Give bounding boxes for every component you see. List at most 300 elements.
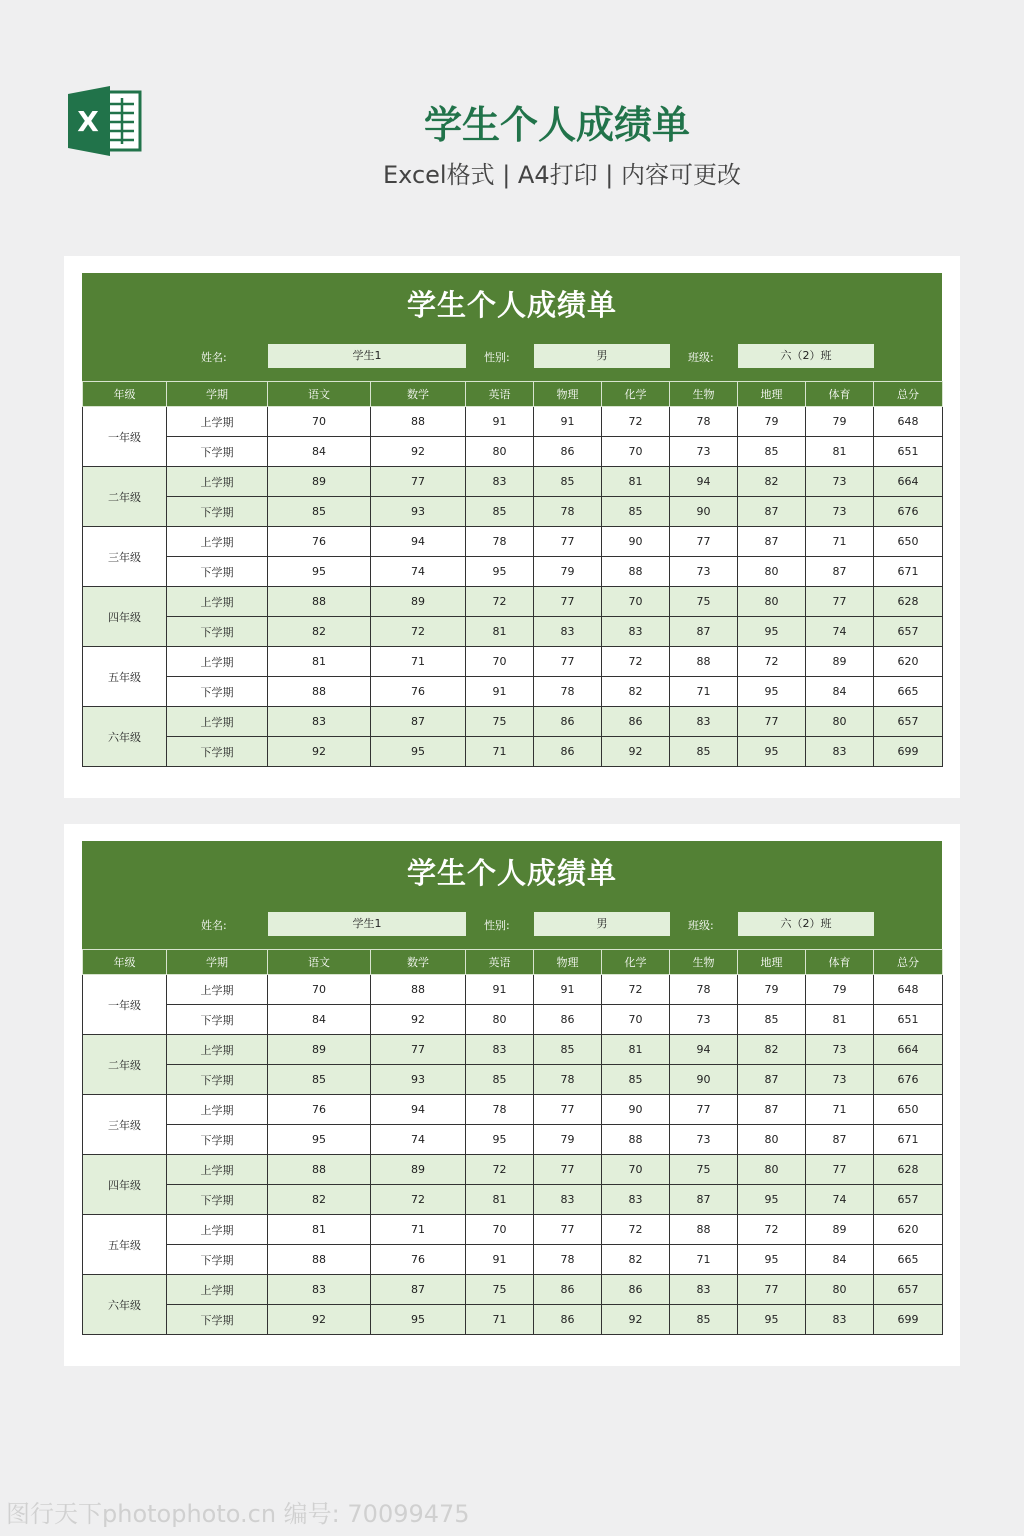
- score-cell[interactable]: 71: [670, 1245, 738, 1275]
- score-cell[interactable]: 76: [371, 1245, 466, 1275]
- term-cell[interactable]: 上学期: [167, 1215, 268, 1245]
- score-cell[interactable]: 83: [466, 467, 534, 497]
- table-row: [83, 1215, 943, 1245]
- total-cell[interactable]: 664: [874, 467, 943, 497]
- score-cell[interactable]: 94: [670, 1035, 738, 1065]
- total-cell[interactable]: 699: [874, 1305, 943, 1335]
- score-cell[interactable]: 75: [466, 1275, 534, 1305]
- score-cell[interactable]: 70: [466, 1215, 534, 1245]
- column-header: 数学: [371, 382, 466, 407]
- score-cell[interactable]: 72: [466, 1155, 534, 1185]
- score-cell[interactable]: 88: [602, 1125, 670, 1155]
- grade-cell[interactable]: 三年级: [83, 527, 167, 587]
- score-cell[interactable]: 84: [806, 677, 874, 707]
- score-cell[interactable]: 83: [806, 1305, 874, 1335]
- score-cell[interactable]: 87: [371, 1275, 466, 1305]
- score-cell[interactable]: 85: [738, 1005, 806, 1035]
- table-row: [83, 1245, 943, 1275]
- total-cell[interactable]: 648: [874, 975, 943, 1005]
- score-cell[interactable]: 77: [534, 527, 602, 557]
- score-cell[interactable]: 88: [371, 407, 466, 437]
- total-cell[interactable]: 651: [874, 437, 943, 467]
- score-cell[interactable]: 88: [268, 1245, 371, 1275]
- table-row: [83, 407, 943, 437]
- watermark-text: 图行天下photophoto.cn 编号: 70099475: [6, 1500, 470, 1528]
- score-cell[interactable]: 74: [371, 557, 466, 587]
- score-cell[interactable]: 78: [534, 1245, 602, 1275]
- score-cell[interactable]: 71: [806, 527, 874, 557]
- score-cell[interactable]: 87: [738, 497, 806, 527]
- score-cell[interactable]: 86: [534, 437, 602, 467]
- score-cell[interactable]: 85: [670, 737, 738, 767]
- score-cell[interactable]: 80: [806, 707, 874, 737]
- score-cell[interactable]: 90: [670, 497, 738, 527]
- score-cell[interactable]: 94: [670, 467, 738, 497]
- total-cell[interactable]: 676: [874, 497, 943, 527]
- score-cell[interactable]: 77: [371, 467, 466, 497]
- term-cell[interactable]: 上学期: [167, 527, 268, 557]
- score-cell[interactable]: 91: [534, 975, 602, 1005]
- table-row: [83, 557, 943, 587]
- term-cell[interactable]: 上学期: [167, 467, 268, 497]
- score-cell[interactable]: 70: [602, 587, 670, 617]
- score-cell[interactable]: 79: [806, 975, 874, 1005]
- score-cell[interactable]: 89: [371, 1155, 466, 1185]
- score-cell[interactable]: 84: [806, 1245, 874, 1275]
- score-cell[interactable]: 78: [466, 527, 534, 557]
- total-cell[interactable]: 671: [874, 557, 943, 587]
- score-cell[interactable]: 92: [371, 437, 466, 467]
- table-row: [83, 1275, 943, 1305]
- score-cell[interactable]: 94: [371, 527, 466, 557]
- score-cell[interactable]: 95: [738, 677, 806, 707]
- score-cell[interactable]: 95: [268, 1125, 371, 1155]
- score-cell[interactable]: 85: [466, 1065, 534, 1095]
- score-cell[interactable]: 91: [466, 975, 534, 1005]
- score-cell[interactable]: 83: [268, 1275, 371, 1305]
- score-cell[interactable]: 85: [268, 497, 371, 527]
- score-cell[interactable]: 92: [268, 1305, 371, 1335]
- term-cell[interactable]: 上学期: [167, 1155, 268, 1185]
- total-cell[interactable]: 699: [874, 737, 943, 767]
- table-row: [83, 647, 943, 677]
- score-cell[interactable]: 78: [670, 407, 738, 437]
- score-cell[interactable]: 70: [268, 407, 371, 437]
- grade-cell[interactable]: 三年级: [83, 1095, 167, 1155]
- score-cell[interactable]: 87: [670, 1185, 738, 1215]
- score-cell[interactable]: 81: [602, 467, 670, 497]
- score-cell[interactable]: 89: [268, 1035, 371, 1065]
- score-cell[interactable]: 75: [670, 1155, 738, 1185]
- term-cell[interactable]: 上学期: [167, 1275, 268, 1305]
- score-cell[interactable]: 72: [602, 407, 670, 437]
- total-cell[interactable]: 650: [874, 1095, 943, 1125]
- score-cell[interactable]: 75: [670, 587, 738, 617]
- total-cell[interactable]: 665: [874, 677, 943, 707]
- score-cell[interactable]: 92: [602, 737, 670, 767]
- score-cell[interactable]: 82: [602, 1245, 670, 1275]
- score-cell[interactable]: 70: [466, 647, 534, 677]
- grades-table: [82, 949, 943, 1335]
- score-cell[interactable]: 95: [738, 1185, 806, 1215]
- table-row: [83, 1095, 943, 1125]
- table-header-row: [83, 382, 943, 407]
- term-cell[interactable]: 下学期: [167, 497, 268, 527]
- score-cell[interactable]: 72: [602, 975, 670, 1005]
- term-cell[interactable]: 上学期: [167, 407, 268, 437]
- score-cell[interactable]: 77: [738, 1275, 806, 1305]
- table-row: [83, 707, 943, 737]
- score-cell[interactable]: 85: [534, 467, 602, 497]
- score-cell[interactable]: 89: [806, 1215, 874, 1245]
- sheet-banner: [82, 273, 942, 381]
- score-cell[interactable]: 77: [806, 587, 874, 617]
- score-cell[interactable]: 83: [466, 1035, 534, 1065]
- grade-cell[interactable]: 六年级: [83, 707, 167, 767]
- grade-sheet-1: [64, 256, 960, 798]
- score-cell[interactable]: 71: [371, 1215, 466, 1245]
- score-cell[interactable]: 77: [534, 1155, 602, 1185]
- class-label: 班级:: [688, 919, 714, 932]
- total-cell[interactable]: 650: [874, 527, 943, 557]
- score-cell[interactable]: 88: [670, 1215, 738, 1245]
- score-cell[interactable]: 73: [806, 1065, 874, 1095]
- column-header: 地理: [738, 950, 806, 975]
- score-cell[interactable]: 85: [602, 497, 670, 527]
- score-cell[interactable]: 74: [371, 1125, 466, 1155]
- term-cell[interactable]: 下学期: [167, 737, 268, 767]
- total-cell[interactable]: 657: [874, 1275, 943, 1305]
- score-cell[interactable]: 78: [670, 975, 738, 1005]
- score-cell[interactable]: 73: [806, 497, 874, 527]
- term-cell[interactable]: 上学期: [167, 707, 268, 737]
- grade-cell[interactable]: 六年级: [83, 1275, 167, 1335]
- score-cell[interactable]: 76: [371, 677, 466, 707]
- score-cell[interactable]: 72: [371, 617, 466, 647]
- table-row: [83, 1065, 943, 1095]
- term-cell[interactable]: 下学期: [167, 1065, 268, 1095]
- score-cell[interactable]: 85: [670, 1305, 738, 1335]
- score-cell[interactable]: 79: [738, 407, 806, 437]
- score-cell[interactable]: 88: [268, 1155, 371, 1185]
- table-row: [83, 497, 943, 527]
- grades-table: [82, 381, 943, 767]
- table-header-row: [83, 950, 943, 975]
- score-cell[interactable]: 82: [738, 1035, 806, 1065]
- score-cell[interactable]: 83: [670, 1275, 738, 1305]
- term-cell[interactable]: 下学期: [167, 437, 268, 467]
- total-cell[interactable]: 657: [874, 1185, 943, 1215]
- term-cell[interactable]: 下学期: [167, 1305, 268, 1335]
- score-cell[interactable]: 93: [371, 497, 466, 527]
- score-cell[interactable]: 83: [534, 1185, 602, 1215]
- score-cell[interactable]: 95: [371, 737, 466, 767]
- score-cell[interactable]: 78: [534, 677, 602, 707]
- score-cell[interactable]: 72: [466, 587, 534, 617]
- score-cell[interactable]: 71: [806, 1095, 874, 1125]
- score-cell[interactable]: 77: [738, 707, 806, 737]
- gender-label: 性别:: [484, 919, 510, 932]
- score-cell[interactable]: 75: [466, 707, 534, 737]
- score-cell[interactable]: 80: [806, 1275, 874, 1305]
- score-cell[interactable]: 70: [602, 437, 670, 467]
- score-cell[interactable]: 79: [534, 557, 602, 587]
- score-cell[interactable]: 82: [268, 617, 371, 647]
- score-cell[interactable]: 81: [602, 1035, 670, 1065]
- term-cell[interactable]: 上学期: [167, 1095, 268, 1125]
- score-cell[interactable]: 73: [806, 1035, 874, 1065]
- score-cell[interactable]: 84: [268, 437, 371, 467]
- term-cell[interactable]: 上学期: [167, 975, 268, 1005]
- score-cell[interactable]: 70: [268, 975, 371, 1005]
- score-cell[interactable]: 77: [534, 647, 602, 677]
- score-cell[interactable]: 88: [268, 677, 371, 707]
- total-cell[interactable]: 628: [874, 1155, 943, 1185]
- page-title: 学生个人成绩单: [423, 103, 690, 147]
- score-cell[interactable]: 70: [602, 1005, 670, 1035]
- score-cell[interactable]: 95: [738, 737, 806, 767]
- score-cell[interactable]: 76: [268, 527, 371, 557]
- total-cell[interactable]: 651: [874, 1005, 943, 1035]
- score-cell[interactable]: 72: [602, 647, 670, 677]
- score-cell[interactable]: 89: [268, 467, 371, 497]
- score-cell[interactable]: 89: [371, 587, 466, 617]
- score-cell[interactable]: 77: [534, 1215, 602, 1245]
- grade-cell[interactable]: 二年级: [83, 1035, 167, 1095]
- score-cell[interactable]: 85: [602, 1065, 670, 1095]
- score-cell[interactable]: 72: [371, 1185, 466, 1215]
- score-cell[interactable]: 77: [806, 1155, 874, 1185]
- score-cell[interactable]: 91: [466, 407, 534, 437]
- score-cell[interactable]: 91: [466, 1245, 534, 1275]
- column-header: 总分: [874, 950, 943, 975]
- score-cell[interactable]: 95: [738, 617, 806, 647]
- total-cell[interactable]: 665: [874, 1245, 943, 1275]
- grade-sheet-2: [64, 824, 960, 1366]
- score-cell[interactable]: 81: [466, 1185, 534, 1215]
- score-cell[interactable]: 86: [534, 1005, 602, 1035]
- score-cell[interactable]: 82: [268, 1185, 371, 1215]
- column-header: 年级: [83, 950, 167, 975]
- score-cell[interactable]: 81: [806, 1005, 874, 1035]
- score-cell[interactable]: 87: [738, 1065, 806, 1095]
- page-subtitle: Excel格式 | A4打印 | 内容可更改: [383, 161, 741, 189]
- score-cell[interactable]: 78: [466, 1095, 534, 1125]
- score-cell[interactable]: 73: [670, 437, 738, 467]
- score-cell[interactable]: 81: [806, 437, 874, 467]
- term-cell[interactable]: 下学期: [167, 677, 268, 707]
- score-cell[interactable]: 86: [534, 707, 602, 737]
- score-cell[interactable]: 73: [806, 467, 874, 497]
- score-cell[interactable]: 95: [268, 557, 371, 587]
- sheet-title: 学生个人成绩单: [406, 288, 617, 322]
- score-cell[interactable]: 83: [268, 707, 371, 737]
- score-cell[interactable]: 84: [268, 1005, 371, 1035]
- score-cell[interactable]: 80: [466, 437, 534, 467]
- score-cell[interactable]: 88: [268, 587, 371, 617]
- column-header: 化学: [602, 382, 670, 407]
- score-cell[interactable]: 77: [534, 587, 602, 617]
- score-cell[interactable]: 88: [602, 557, 670, 587]
- score-cell[interactable]: 86: [534, 737, 602, 767]
- score-cell[interactable]: 71: [371, 647, 466, 677]
- table-row: [83, 1155, 943, 1185]
- score-cell[interactable]: 73: [670, 1125, 738, 1155]
- score-cell[interactable]: 88: [670, 647, 738, 677]
- score-cell[interactable]: 94: [371, 1095, 466, 1125]
- class-field[interactable]: 六（2）班: [738, 344, 874, 368]
- score-cell[interactable]: 77: [371, 1035, 466, 1065]
- score-cell[interactable]: 92: [268, 737, 371, 767]
- term-cell[interactable]: 下学期: [167, 1185, 268, 1215]
- score-cell[interactable]: 85: [268, 1065, 371, 1095]
- score-cell[interactable]: 93: [371, 1065, 466, 1095]
- total-cell[interactable]: 620: [874, 1215, 943, 1245]
- score-cell[interactable]: 79: [534, 1125, 602, 1155]
- total-cell[interactable]: 620: [874, 647, 943, 677]
- score-cell[interactable]: 87: [738, 1095, 806, 1125]
- total-cell[interactable]: 676: [874, 1065, 943, 1095]
- term-cell[interactable]: 下学期: [167, 557, 268, 587]
- term-cell[interactable]: 下学期: [167, 1245, 268, 1275]
- score-cell[interactable]: 85: [466, 497, 534, 527]
- score-cell[interactable]: 87: [806, 1125, 874, 1155]
- grade-cell[interactable]: 一年级: [83, 407, 167, 467]
- table-row: [83, 1305, 943, 1335]
- score-cell[interactable]: 73: [670, 1005, 738, 1035]
- score-cell[interactable]: 87: [806, 557, 874, 587]
- score-cell[interactable]: 70: [602, 1155, 670, 1185]
- term-cell[interactable]: 下学期: [167, 1005, 268, 1035]
- score-cell[interactable]: 87: [371, 707, 466, 737]
- grade-cell[interactable]: 四年级: [83, 1155, 167, 1215]
- name-field[interactable]: 学生1: [268, 912, 466, 936]
- score-cell[interactable]: 72: [602, 1215, 670, 1245]
- term-cell[interactable]: 上学期: [167, 587, 268, 617]
- score-cell[interactable]: 87: [670, 617, 738, 647]
- term-cell[interactable]: 上学期: [167, 647, 268, 677]
- total-cell[interactable]: 671: [874, 1125, 943, 1155]
- score-cell[interactable]: 71: [670, 677, 738, 707]
- score-cell[interactable]: 95: [466, 1125, 534, 1155]
- sheet-banner: [82, 841, 942, 949]
- column-header: 语文: [268, 950, 371, 975]
- score-cell[interactable]: 80: [738, 1125, 806, 1155]
- score-cell[interactable]: 78: [534, 1065, 602, 1095]
- score-cell[interactable]: 80: [738, 587, 806, 617]
- score-cell[interactable]: 71: [466, 1305, 534, 1335]
- score-cell[interactable]: 88: [371, 975, 466, 1005]
- total-cell[interactable]: 664: [874, 1035, 943, 1065]
- score-cell[interactable]: 90: [670, 1065, 738, 1095]
- score-cell[interactable]: 74: [806, 1185, 874, 1215]
- term-cell[interactable]: 上学期: [167, 1035, 268, 1065]
- score-cell[interactable]: 79: [738, 975, 806, 1005]
- column-header: 物理: [534, 382, 602, 407]
- term-cell[interactable]: 下学期: [167, 617, 268, 647]
- score-cell[interactable]: 72: [738, 1215, 806, 1245]
- score-cell[interactable]: 86: [602, 707, 670, 737]
- column-header: 化学: [602, 950, 670, 975]
- score-cell[interactable]: 78: [534, 497, 602, 527]
- score-cell[interactable]: 92: [602, 1305, 670, 1335]
- score-cell[interactable]: 79: [806, 407, 874, 437]
- score-cell[interactable]: 77: [670, 1095, 738, 1125]
- score-cell[interactable]: 77: [534, 1095, 602, 1125]
- score-cell[interactable]: 87: [738, 527, 806, 557]
- score-cell[interactable]: 71: [466, 737, 534, 767]
- score-cell[interactable]: 83: [534, 617, 602, 647]
- score-cell[interactable]: 80: [738, 557, 806, 587]
- score-cell[interactable]: 92: [371, 1005, 466, 1035]
- table-row: [83, 1185, 943, 1215]
- score-cell[interactable]: 81: [268, 1215, 371, 1245]
- total-cell[interactable]: 657: [874, 617, 943, 647]
- score-cell[interactable]: 86: [534, 1275, 602, 1305]
- score-cell[interactable]: 72: [738, 647, 806, 677]
- grade-cell[interactable]: 五年级: [83, 647, 167, 707]
- score-cell[interactable]: 76: [268, 1095, 371, 1125]
- sheet-title: 学生个人成绩单: [406, 856, 617, 890]
- score-cell[interactable]: 83: [670, 707, 738, 737]
- score-cell[interactable]: 95: [371, 1305, 466, 1335]
- table-row: [83, 975, 943, 1005]
- gender-field[interactable]: 男: [534, 344, 670, 368]
- score-cell[interactable]: 82: [738, 467, 806, 497]
- score-cell[interactable]: 90: [602, 527, 670, 557]
- total-cell[interactable]: 628: [874, 587, 943, 617]
- gender-field[interactable]: 男: [534, 912, 670, 936]
- name-field[interactable]: 学生1: [268, 344, 466, 368]
- class-field[interactable]: 六（2）班: [738, 912, 874, 936]
- score-cell[interactable]: 91: [534, 407, 602, 437]
- score-cell[interactable]: 82: [602, 677, 670, 707]
- score-cell[interactable]: 83: [806, 737, 874, 767]
- score-cell[interactable]: 85: [738, 437, 806, 467]
- score-cell[interactable]: 83: [602, 617, 670, 647]
- score-cell[interactable]: 73: [670, 557, 738, 587]
- table-row: [83, 737, 943, 767]
- score-cell[interactable]: 74: [806, 617, 874, 647]
- column-header: 语文: [268, 382, 371, 407]
- grade-cell[interactable]: 五年级: [83, 1215, 167, 1275]
- score-cell[interactable]: 83: [602, 1185, 670, 1215]
- score-cell[interactable]: 81: [268, 647, 371, 677]
- score-cell[interactable]: 89: [806, 647, 874, 677]
- grade-cell[interactable]: 一年级: [83, 975, 167, 1035]
- score-cell[interactable]: 95: [738, 1305, 806, 1335]
- score-cell[interactable]: 95: [738, 1245, 806, 1275]
- score-cell[interactable]: 86: [534, 1305, 602, 1335]
- total-cell[interactable]: 648: [874, 407, 943, 437]
- score-cell[interactable]: 80: [738, 1155, 806, 1185]
- score-cell[interactable]: 95: [466, 557, 534, 587]
- grade-cell[interactable]: 四年级: [83, 587, 167, 647]
- table-row: [83, 1035, 943, 1065]
- score-cell[interactable]: 80: [466, 1005, 534, 1035]
- score-cell[interactable]: 86: [602, 1275, 670, 1305]
- score-cell[interactable]: 85: [534, 1035, 602, 1065]
- total-cell[interactable]: 657: [874, 707, 943, 737]
- score-cell[interactable]: 77: [670, 527, 738, 557]
- grade-cell[interactable]: 二年级: [83, 467, 167, 527]
- score-cell[interactable]: 91: [466, 677, 534, 707]
- column-header: 生物: [670, 950, 738, 975]
- logo-letter: X: [77, 105, 99, 138]
- score-cell[interactable]: 90: [602, 1095, 670, 1125]
- score-cell[interactable]: 81: [466, 617, 534, 647]
- term-cell[interactable]: 下学期: [167, 1125, 268, 1155]
